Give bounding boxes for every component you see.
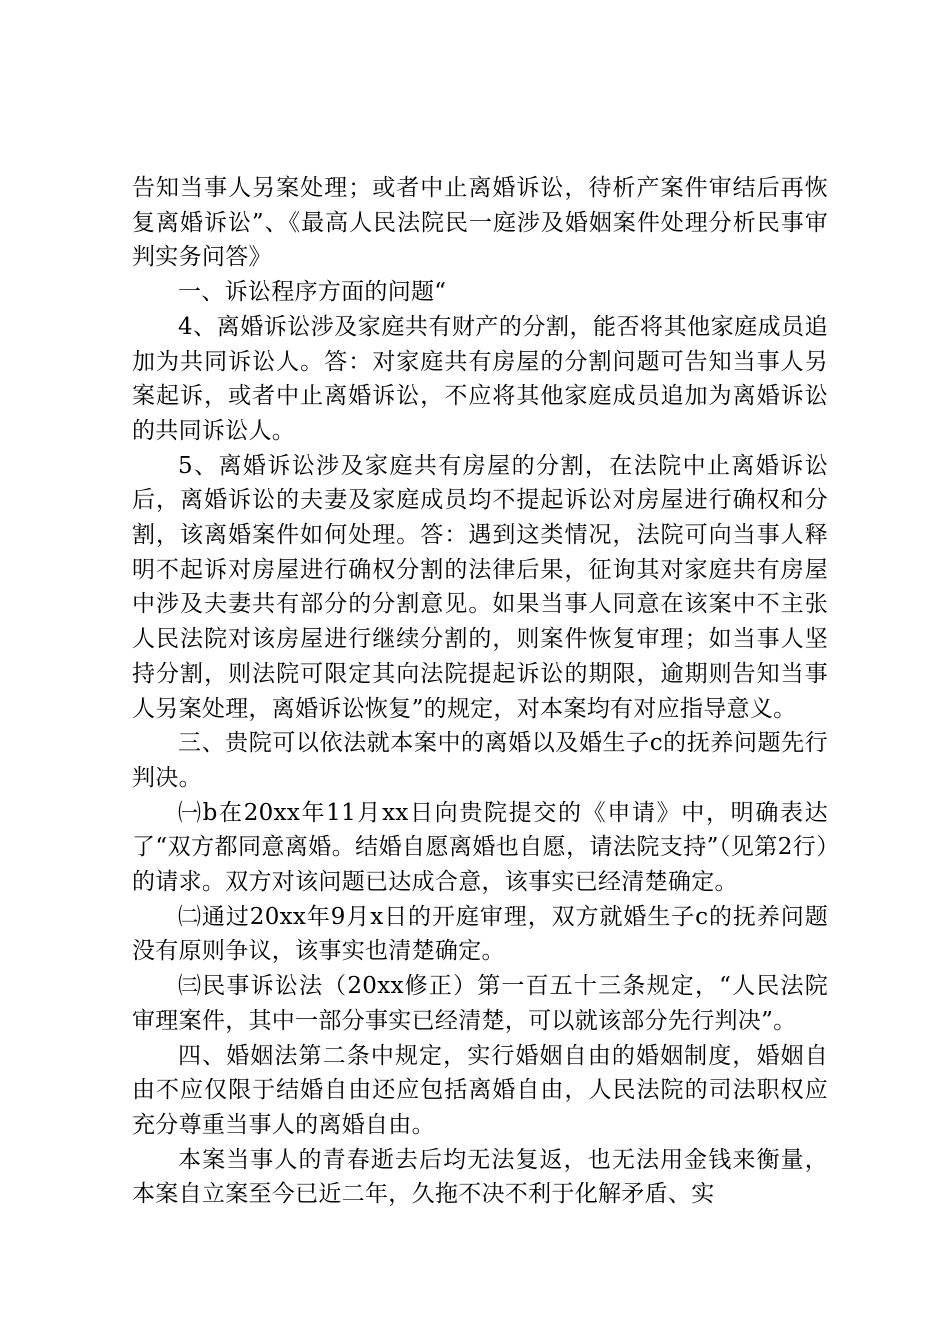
paragraph-closing: 本案当事人的青春逝去后均无法复返，也无法用金钱来衡量，本案自立案至今已近二年，久拖不决不利于化解矛盾、实 [132,1146,828,1208]
paragraph-subitem-2: ㈡通过20xx年9月x日的开庭审理，双方就婚生子c的抚养问题没有原则争议，该事实也清楚确定。 [132,903,828,965]
paragraph-subitem-1: ㈠b在20xx年11月xx日向贵院提交的《申请》中，明确表达了“双方都同意离婚。结婚自愿离婚也自愿，请法院支持”（见第2行）的请求。双方对该问题已达成合意，该事实已经清楚确定。 [132,799,828,896]
paragraph-subitem-3: ㈢民事诉讼法（20xx修正）第一百五十三条规定，“人民法院审理案件，其中一部分事实已经清楚，可以就该部分先行判决”。 [132,973,828,1034]
document-body [132,171,828,1212]
paragraph-section-heading-1: 一、诉讼程序方面的问题“ [178,279,447,306]
paragraph-section-3: 三、贵院可以依法就本案中的离婚以及婚生子c的抚养问题先行判决。 [132,730,828,791]
paragraph-section-4: 四、婚姻法第二条中规定，实行婚姻自由的婚姻制度，婚姻自由不应仅限于结婚自由还应包括离婚自由，人民法院的司法职权应充分尊重当事人的离婚自由。 [132,1042,828,1138]
paragraph-item-4: 4、离婚诉讼涉及家庭共有财产的分割，能否将其他家庭成员追加为共同诉讼人。答：对家庭共有房屋的分割问题可告知当事人另案起诉，或者中止离婚诉讼，不应将其他家庭成员追加为离婚诉讼的共同诉讼人。 [132,313,828,444]
paragraph-continuation: 告知当事人另案处理；或者中止离婚诉讼，待析产案件审结后再恢复离婚诉讼”、《最高人民法院民一庭涉及婚姻案件处理分析民事审判实务问答》 [132,175,828,271]
paragraph-item-5: 5、离婚诉讼涉及家庭共有房屋的分割，在法院中止离婚诉讼后，离婚诉讼的夫妻及家庭成员均不提起诉讼对房屋进行确权和分割，该离婚案件如何处理。答：遇到这类情况，法院可向当事人释明不起诉对房屋进行确权分割的法律后果，征询其对家庭共有房屋中涉及夫妻共有部分的分割意见。如果当事人同意在该案中不主张人民法院对该房屋进行继续分割的，则案件恢复审理；如当事人坚持分割，则法院可限定其向法院提起诉讼的期限，逾期则告知当事人另案处理，离婚诉讼恢复”的规定，对本案均有对应指导意义。 [132,452,828,722]
